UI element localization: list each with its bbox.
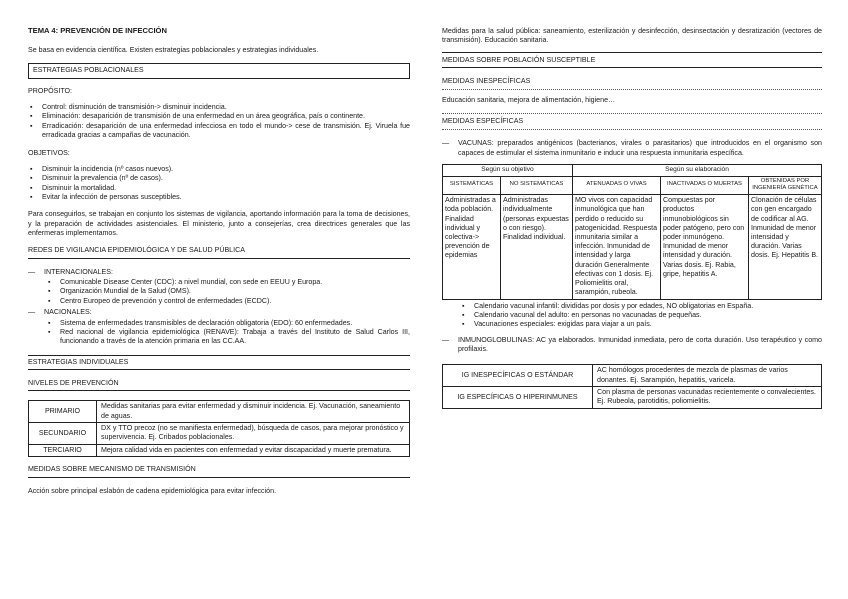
- calendario-list: [442, 302, 822, 330]
- ig-table: [442, 364, 822, 408]
- list-item: ▪ Evitar la infección de personas susceptibles.: [28, 193, 410, 202]
- section-header-redes: REDES DE VIGILANCIA EPIDEMIOLÓGICA Y DE SALUD PÚBLICA: [28, 246, 410, 258]
- list-item: ▪ Calendario vacunal infantil: divididas por dosis y por edades, NO obligatorias en España.: [442, 302, 822, 311]
- nivel-key: TERCIARIO: [29, 444, 97, 456]
- table-row: [29, 444, 410, 456]
- list-item: ▪ Control: disminución de transmisión-> disminuir incidencia.: [28, 103, 410, 112]
- nivel-value: Mejora calidad vida en pacientes con enfermedad y evitar discapacidad y muerte prematura.: [97, 444, 410, 456]
- proposito-label: PROPÓSITO:: [28, 86, 73, 95]
- table-group-header: Según su objetivo: [443, 164, 573, 176]
- ig-value: Con plasma de personas vacunadas recientemente o convalecientes. Ej. Rubeola, parotiditis, poliomielitis.: [593, 387, 822, 409]
- list-item: ▪ Comunicable Disease Center (CDC): a nivel mundial, con sede en EEUU y Europa.: [28, 278, 410, 287]
- table-cell: Compuestas por productos inmunobiológicos sin poder patógeno, pero con poder inmunógeno. Inmunidad de menor intensidad y duración. Varias dosis. Ej. Rabia, gripe, hepatitis A.: [661, 195, 749, 299]
- ig-key: IG ESPECÍFICAS O HIPERINMUNES: [443, 387, 593, 409]
- vacunas-text: — VACUNAS: preparados antigénicos (bacterianos, virales o parasitarios) que introducidos en el organismo son capaces de estimular el sistema inmunitario e inducir una respuesta inmunitaria específica.: [442, 139, 822, 158]
- conseguir-text: Para conseguirlos, se trabajan en conjunto los sistemas de vigilancia, aportando información para la toma de decisiones, y la preparación de actividades asistenciales. El ministerio, junto a consejerías, crea directrices generales que las enfermeras implementamos.: [28, 210, 410, 238]
- table-header: ATENUADAS O VIVAS: [573, 176, 661, 195]
- nivel-key: PRIMARIO: [29, 401, 97, 423]
- table-row: [29, 423, 410, 445]
- objetivos-label: OBJETIVOS:: [28, 148, 70, 157]
- right-column: [442, 27, 822, 409]
- list-item: ▪ Calendario vacunal del adulto: en personas no vacunadas de pequeñas.: [442, 311, 822, 320]
- table-row: [29, 401, 410, 423]
- objetivos-list: [28, 165, 410, 202]
- table-header: INACTIVADAS O MUERTAS: [661, 176, 749, 195]
- list-item: ▪ Disminuir la mortalidad.: [28, 184, 410, 193]
- page-title: TEMA 4: PREVENCIÓN DE INFECCIÓN: [28, 26, 167, 35]
- left-column: [28, 26, 410, 504]
- section-header-poblacionales: ESTRATEGIAS POBLACIONALES: [28, 63, 410, 78]
- vacunas-table: [442, 164, 822, 300]
- table-header: SISTEMÁTICAS: [443, 176, 501, 195]
- list-item: ▪ Vacunaciones especiales: exigidas para viajar a un país.: [442, 320, 822, 329]
- table-row: [443, 387, 822, 409]
- internacionales-label: — INTERNACIONALES:: [28, 268, 410, 277]
- nacionales-label: — NACIONALES:: [28, 308, 410, 317]
- list-item: ▪ Organización Mundial de la Salud (OMS).: [28, 287, 410, 296]
- table-row: [443, 365, 822, 387]
- table-cell: Administradas individualmente (personas expuestas o con riesgo). Finalidad individual.: [501, 195, 573, 299]
- especificas-label: MEDIDAS ESPECÍFICAS: [442, 113, 822, 130]
- list-item: ▪ Eliminación: desaparición de transmisión de una enfermedad en un área geográfica, país o continente.: [28, 112, 410, 121]
- ig-value: AC homólogos procedentes de mezcla de plasmas de varios donantes. Ej. Sarampión, hepatitis, varicela.: [593, 365, 822, 387]
- mecanismo-label: MEDIDAS SOBRE MECANISMO DE TRANSMISIÓN: [28, 465, 410, 477]
- nivel-value: DX y TTO precoz (no se manifiesta enfermedad), búsqueda de casos, para mejorar pronóstico y supervivencia. Ej. Cribados poblacionales.: [97, 423, 410, 445]
- list-item: ▪ Disminuir la incidencia (nº casos nuevos).: [28, 165, 410, 174]
- inespecificas-label: MEDIDAS INESPECÍFICAS: [442, 77, 822, 90]
- table-header: OBTENIDAS POR INGENIERÍA GENÉTICA: [749, 176, 822, 195]
- salud-publica-text: Medidas para la salud pública: saneamiento, esterilización y desinfección, desinsectación y desratización (vectores de transmisión). Educación sanitaria.: [442, 27, 822, 45]
- nivel-key: SECUNDARIO: [29, 423, 97, 445]
- proposito-list: [28, 103, 410, 140]
- table-cell: Administradas a toda población. Finalidad individual y colectiva-> prevención de epidemias: [443, 195, 501, 299]
- section-header-individuales: ESTRATEGIAS INDIVIDUALES: [28, 355, 410, 370]
- table-cell: Clonación de células con gen encargado de codificar al AG. Inmunidad de menor intensidad y duración. Varias dosis. Ej. Hepatitis B.: [749, 195, 822, 299]
- nacionales-list: [28, 319, 410, 347]
- table-group-header: Según su elaboración: [573, 164, 822, 176]
- niveles-label: NIVELES DE PREVENCIÓN: [28, 379, 410, 391]
- list-item: ▪ Sistema de enfermedades transmisibles de declaración obligatoria (EDO): 60 enfermedades.: [28, 319, 410, 328]
- table-row: [443, 164, 822, 176]
- section-header-susceptible: MEDIDAS SOBRE POBLACIÓN SUSCEPTIBLE: [442, 52, 822, 68]
- list-item: ▪ Disminuir la prevalencia (nº de casos).: [28, 174, 410, 183]
- list-item: ▪ Red nacional de vigilancia epidemiológica (RENAVE): Trabaja a través del Instituto de Salud Carlos III, funcionando a través de la atención primaria en las CC.AA.: [28, 328, 410, 347]
- list-item: ▪ Erradicación: desaparición de una enfermedad infecciosa en todo el mundo-> cese de transmisión. Ej. Viruela fue erradicada gracias a campañas de vacunación.: [28, 122, 410, 141]
- ig-key: IG INESPECÍFICAS O ESTÁNDAR: [443, 365, 593, 387]
- internacionales-list: [28, 278, 410, 306]
- table-row: [443, 195, 822, 299]
- table-row: [443, 176, 822, 195]
- nivel-value: Medidas sanitarias para evitar enfermedad y disminuir incidencia. Ej. Vacunación, saneamiento de aguas.: [97, 401, 410, 423]
- inespecificas-text: Educación sanitaria, mejora de alimentación, higiene…: [442, 96, 616, 105]
- table-cell: MO vivos con capacidad inmunológica que han perdido o reducido su patogenicidad. Respuesta inmunitaria similar a infección. Inmunidad de intensidad y larga duración Generalmente efectivas con 1 dosis. Ej. Poliomielitis oral, sarampión, rubeola.: [573, 195, 661, 299]
- mecanismo-text: Acción sobre principal eslabón de cadena epidemiológica para evitar infección.: [28, 486, 277, 495]
- intro-text: Se basa en evidencia científica. Existen estrategias poblacionales y estrategias individuales.: [28, 46, 319, 55]
- list-item: ▪ Centro Europeo de prevención y control de enfermedades (ECDC).: [28, 297, 410, 306]
- inmunoglobulinas-text: — INMUNOGLOBULINAS: AC ya elaborados. Inmunidad inmediata, pero de corta duración. Uso terapéutico y como profilaxis.: [442, 336, 822, 355]
- table-header: NO SISTEMÁTICAS: [501, 176, 573, 195]
- niveles-table: [28, 400, 410, 457]
